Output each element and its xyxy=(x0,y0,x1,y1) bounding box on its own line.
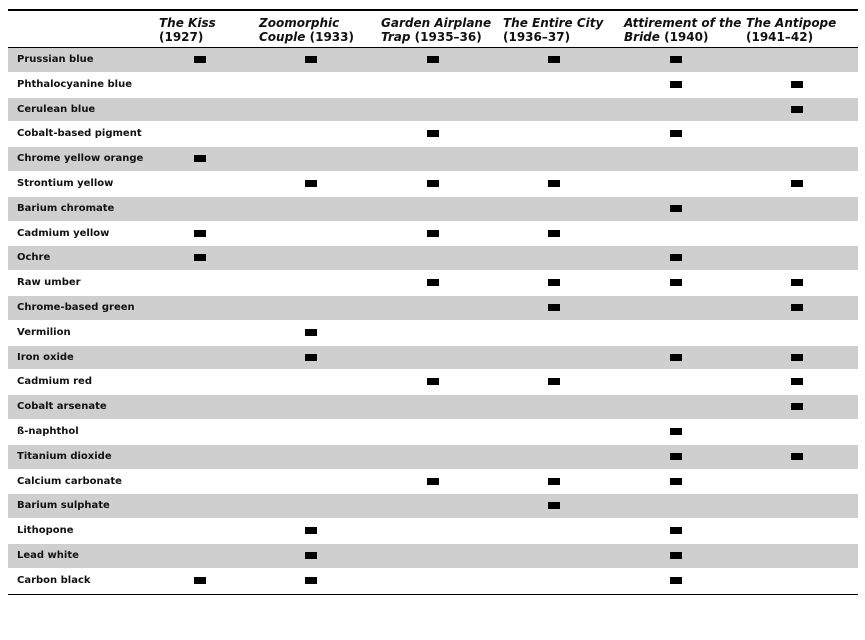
presence-mark xyxy=(427,279,439,286)
pigment-label: Cadmium red xyxy=(17,376,92,388)
table-row xyxy=(8,122,858,147)
pigment-label: Prussian blue xyxy=(17,54,94,65)
presence-mark xyxy=(427,478,439,485)
table-row xyxy=(8,246,858,271)
table-row xyxy=(8,346,858,371)
table-row xyxy=(8,395,858,420)
pigment-label: Carbon black xyxy=(17,574,91,586)
pigment-label: Raw umber xyxy=(17,277,81,289)
table-row xyxy=(8,445,858,470)
pigment-label: Ochre xyxy=(17,252,51,264)
table-row xyxy=(8,98,858,123)
presence-mark xyxy=(548,478,560,485)
column-title-cont: Couple xyxy=(259,30,306,44)
presence-mark xyxy=(791,403,803,410)
column-title: The Antipope xyxy=(746,16,837,30)
column-title: The Kiss xyxy=(159,16,216,30)
column-title: Zoomorphic xyxy=(259,16,340,30)
presence-mark xyxy=(548,502,560,509)
presence-mark xyxy=(194,155,206,162)
pigment-label: Cerulean blue xyxy=(17,103,96,115)
column-header xyxy=(381,16,491,44)
table-row xyxy=(8,494,858,519)
presence-mark xyxy=(194,577,206,584)
presence-mark xyxy=(305,354,317,361)
column-title-cont: Trap xyxy=(381,30,411,44)
pigment-label: Chrome-based green xyxy=(17,301,135,313)
presence-mark xyxy=(427,378,439,385)
column-title: Garden Airplane xyxy=(381,16,492,30)
table-row xyxy=(8,370,858,395)
presence-mark xyxy=(670,428,682,435)
presence-mark xyxy=(548,304,560,311)
table-row xyxy=(8,569,858,594)
presence-mark xyxy=(791,81,803,88)
presence-mark xyxy=(670,527,682,534)
column-title: Attirement of the xyxy=(624,16,742,30)
table-row xyxy=(8,321,858,346)
table-row xyxy=(8,73,858,98)
pigment-label: Phthalocyanine blue xyxy=(17,78,133,90)
presence-mark xyxy=(670,453,682,460)
presence-mark xyxy=(305,329,317,336)
table-body xyxy=(8,48,858,594)
column-header xyxy=(624,16,741,44)
pigment-label: Chrome yellow orange xyxy=(17,153,144,165)
presence-mark xyxy=(670,354,682,361)
presence-mark xyxy=(791,453,803,460)
column-title-cont: Bride xyxy=(624,30,660,44)
presence-mark xyxy=(427,180,439,187)
pigment-label: Cadmium yellow xyxy=(17,227,110,239)
presence-mark xyxy=(670,254,682,261)
column-title: The Entire City xyxy=(503,16,604,30)
column-year: (1941–42) xyxy=(746,30,814,44)
pigment-label: Cobalt arsenate xyxy=(17,401,107,413)
presence-mark xyxy=(791,378,803,385)
presence-mark xyxy=(427,230,439,237)
pigment-table xyxy=(8,9,858,595)
table-row xyxy=(8,147,858,172)
presence-mark xyxy=(427,56,439,63)
presence-mark xyxy=(791,354,803,361)
column-year: (1933) xyxy=(309,30,354,44)
pigment-label: Barium chromate xyxy=(17,202,115,214)
table-row xyxy=(8,222,858,247)
table-row xyxy=(8,420,858,445)
table-row xyxy=(8,172,858,197)
presence-mark xyxy=(791,304,803,311)
presence-mark xyxy=(670,577,682,584)
pigment-label: Vermilion xyxy=(17,326,71,338)
pigment-label: Titanium dioxide xyxy=(17,450,112,462)
pigment-label: Cobalt-based pigment xyxy=(17,128,142,140)
pigment-label: Strontium yellow xyxy=(17,177,114,189)
pigment-label: Barium sulphate xyxy=(17,500,110,512)
presence-mark xyxy=(670,205,682,212)
presence-mark xyxy=(670,56,682,63)
pigment-label: ß-naphthol xyxy=(17,425,79,437)
table-row xyxy=(8,197,858,222)
pigment-label: Lithopone xyxy=(17,525,74,537)
column-header xyxy=(159,16,216,44)
presence-mark xyxy=(791,106,803,113)
column-year: (1940) xyxy=(664,30,709,44)
presence-mark xyxy=(305,577,317,584)
presence-mark xyxy=(791,279,803,286)
presence-mark xyxy=(194,56,206,63)
table-row xyxy=(8,544,858,569)
presence-mark xyxy=(305,180,317,187)
presence-mark xyxy=(548,180,560,187)
presence-mark xyxy=(670,279,682,286)
presence-mark xyxy=(548,56,560,63)
table-bottom-rule xyxy=(8,594,858,595)
column-year: (1927) xyxy=(159,30,204,44)
table-row xyxy=(8,470,858,495)
presence-mark xyxy=(670,552,682,559)
presence-mark xyxy=(548,378,560,385)
presence-mark xyxy=(791,180,803,187)
presence-mark xyxy=(548,230,560,237)
table-row xyxy=(8,519,858,544)
presence-mark xyxy=(548,279,560,286)
column-header xyxy=(259,16,354,44)
presence-mark xyxy=(427,130,439,137)
table-row xyxy=(8,271,858,296)
column-header xyxy=(503,16,603,44)
pigment-label: Lead white xyxy=(17,549,79,561)
presence-mark xyxy=(670,81,682,88)
presence-mark xyxy=(305,552,317,559)
pigment-label: Iron oxide xyxy=(17,351,74,363)
presence-mark xyxy=(305,56,317,63)
column-header xyxy=(746,16,836,44)
presence-mark xyxy=(305,527,317,534)
presence-mark xyxy=(670,478,682,485)
table-row xyxy=(8,48,858,73)
presence-mark xyxy=(194,254,206,261)
table-header xyxy=(8,11,858,47)
column-year: (1935–36) xyxy=(414,30,482,44)
presence-mark xyxy=(670,130,682,137)
pigment-label: Calcium carbonate xyxy=(17,475,122,487)
presence-mark xyxy=(194,230,206,237)
table-row xyxy=(8,296,858,321)
column-year: (1936–37) xyxy=(503,30,571,44)
